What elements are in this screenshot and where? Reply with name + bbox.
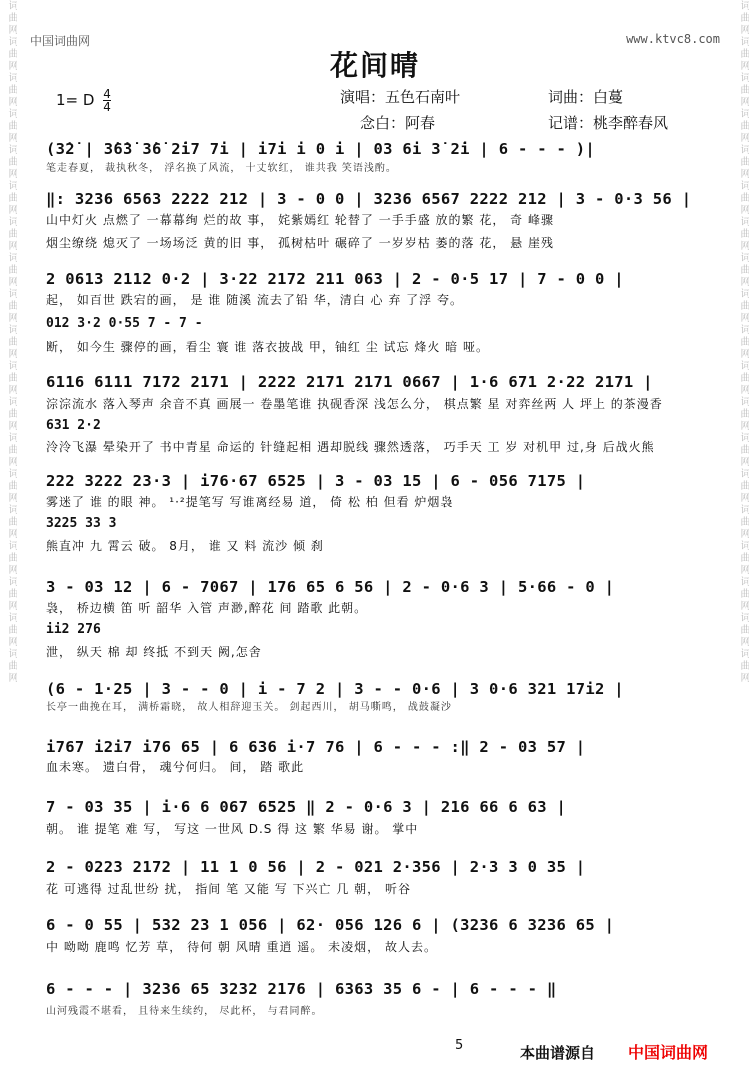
notation-line: (3̇2̇ | 3̇6̇3̇ 3̇6̇ 2̇i7 7i | i7i i 0 i | 03 6i 3̇ 2̇i | 6 - - - )| [46, 140, 596, 158]
notation-line: (6 - 1·25 | 3 - - 0 | i - 7 2 | 3 - - 0·6 | 3 0·6 321 17i2 | [46, 680, 624, 698]
notation-line: 7 - 03 35 | i·6 6 067 6525 ‖ 2 - 0·6 3 | 216 66 6 63 | [46, 798, 567, 816]
notation-line: 2 0613 2112 0·2 | 3·22 2172 211 063 | 2 - 0·5 17 | 7 - 0 0 | [46, 270, 624, 288]
alt-notation-line: 631 2·2 [46, 418, 101, 433]
time-signature [103, 88, 111, 113]
lyric-line: 起， 如百世 跌宕的画， 是 谁 随溪 流去了铅 华，清白 心 弃 了浮 夸。 [46, 293, 463, 307]
narration-line: 笔走春夏， 裁执秋冬， 浮名换了风流， 十丈软红， 谁共我 笑语浅酌。 [46, 163, 397, 174]
side-watermark-left: 词曲网词曲网词曲网词曲网词曲网词曲网词曲网词曲网词曲网词曲网词曲网词曲网词曲网词曲网词曲网词曲网词曲网词曲网词曲网 [6, 0, 17, 684]
notation-line: 6 - - - | 3236 65 3232 2176 | 6363 35 6 - | 6 - - - ‖ [46, 980, 557, 998]
narration-line: 山河残霞不堪看， 且待来生续约， 尽此杯， 与君同醉。 [46, 1006, 323, 1017]
notation-line: 2 - 0223 2172 | 11 1 0 56 | 2 - 021 2·356 | 2·3 3 0 35 | [46, 858, 586, 876]
lyric-line: 熊直冲 九 霄云 破。 8月， 谁 又 料 流沙 倾 刹 [46, 539, 324, 553]
alt-notation-line: ii2 276 [46, 622, 101, 637]
key-signature [56, 88, 111, 113]
transcriber-credit: 记谱：桃李醉春风 [548, 114, 669, 132]
lyric-line: 泠泠飞瀑 晕染开了 书中青星 命运的 针缝起相 遇却脱线 骤然透落， 巧手天 工 岁 对机甲 过,身 后战火熊 [46, 440, 655, 454]
lyric-line: 断， 如今生 骤停的画，看尘 寰 谁 落衣披战 甲，铀红 尘 试忘 烽火 暗 哑。 [46, 340, 489, 354]
alt-notation-line: 3225 33 3 [46, 516, 117, 531]
meter-top: 4 [103, 87, 111, 101]
notation-line: ‖: 3236 6563 2222 212 | 3 - 0 0 | 3236 6567 2222 212 | 3 - 0·3 56 | [46, 190, 692, 208]
lyric-line: 朝。 谁 提笔 难 写， 写这 一世风 D.S 得 这 繁 华易 谢。 掌中 [46, 822, 419, 836]
lyricist-credit: 词曲：白蔓 [548, 88, 624, 106]
side-watermark-right: 词曲网词曲网词曲网词曲网词曲网词曲网词曲网词曲网词曲网词曲网词曲网词曲网词曲网词曲网词曲网词曲网词曲网词曲网词曲网 [738, 0, 749, 684]
source-site: 中国词曲网 [628, 1043, 709, 1062]
source-label: 本曲谱源自 [520, 1044, 596, 1062]
lyric-line: 山中灯火 点燃了 一幕幕绚 烂的故 事， 姹紫嫣红 轮替了 一手手盛 放的繁 花， 奇 峰骤 [46, 213, 554, 227]
narration-credit: 念白：阿春 [360, 114, 436, 132]
lyric-line: 烟尘缭绕 熄灭了 一场场泛 黄的旧 事， 孤树枯叶 碾碎了 一岁岁枯 萎的落 花， 悬 崖残 [46, 236, 554, 250]
notation-line: 222 3222 23·3 | i76·67 6525 | 3 - 03 15 | 6 - 056 7175 | [46, 472, 586, 490]
lyric-line: 雾迷了 谁 的眼 神。 ¹·²提笔写 写谁离经易 道， 倚 松 柏 但看 炉烟袅 [46, 495, 454, 509]
notation-line: i767 i2i7 i76 65 | 6 636 i·7 76 | 6 - - - :‖ 2 - 03 57 | [46, 738, 586, 756]
site-name-header: 中国词曲网 [30, 34, 91, 48]
song-title: 花间晴 [329, 49, 420, 82]
key-label: 1= D [56, 91, 95, 109]
notation-line: 6 - 0 55 | 532 23 1 056 | 62· 056 126 6 | (3236 6 3236 65 | [46, 916, 615, 934]
lyric-line: 血未寒。 遗白骨， 魂兮何归。 间， 踏 歌此 [46, 760, 305, 774]
lyric-line: 花 可逃得 过乱世纷 扰， 指间 笔 又能 写 下兴亡 几 朝， 听谷 [46, 882, 411, 896]
lyric-line: 泄， 纵天 棉 却 终抵 不到天 阙,怎舍 [46, 645, 262, 659]
lyric-line: 中 呦呦 鹿鸣 忆芳 草， 待何 朝 风晴 重逍 遥。 未凌烟， 故人去。 [46, 940, 437, 954]
meter-bottom: 4 [103, 100, 111, 114]
lyric-line: 袅， 桥边横 笛 听 韶华 入管 声渺,醉花 间 踏歌 此朝。 [46, 601, 368, 615]
notation-line: 6116 6111 7172 2171 | 2222 2171 2171 0667 | 1·6 671 2·22 2171 | [46, 373, 653, 391]
site-url: www.ktvc8.com [626, 32, 720, 46]
notation-line: 3 - 03 12 | 6 - 7067 | 176 65 6 56 | 2 - 0·6 3 | 5·66 - 0 | [46, 578, 615, 596]
singer-credit: 演唱：五色石南叶 [340, 88, 461, 106]
alt-notation-line: 012 3·2 0·55 7 - 7 - [46, 316, 203, 331]
narration-line: 长亭一曲挽在耳， 满桥霜晓， 故人相辞迎玉关。 剑起西川， 胡马嘶鸣， 战鼓凝沙 [46, 702, 452, 713]
page-number: 5 [455, 1038, 464, 1053]
lyric-line: 淙淙流水 落入琴声 余音不真 画展一 卷墨笔谁 执砚香深 浅怎么分， 棋点繁 星 对弈丝两 人 坪上 的茶漫香 [46, 397, 663, 411]
